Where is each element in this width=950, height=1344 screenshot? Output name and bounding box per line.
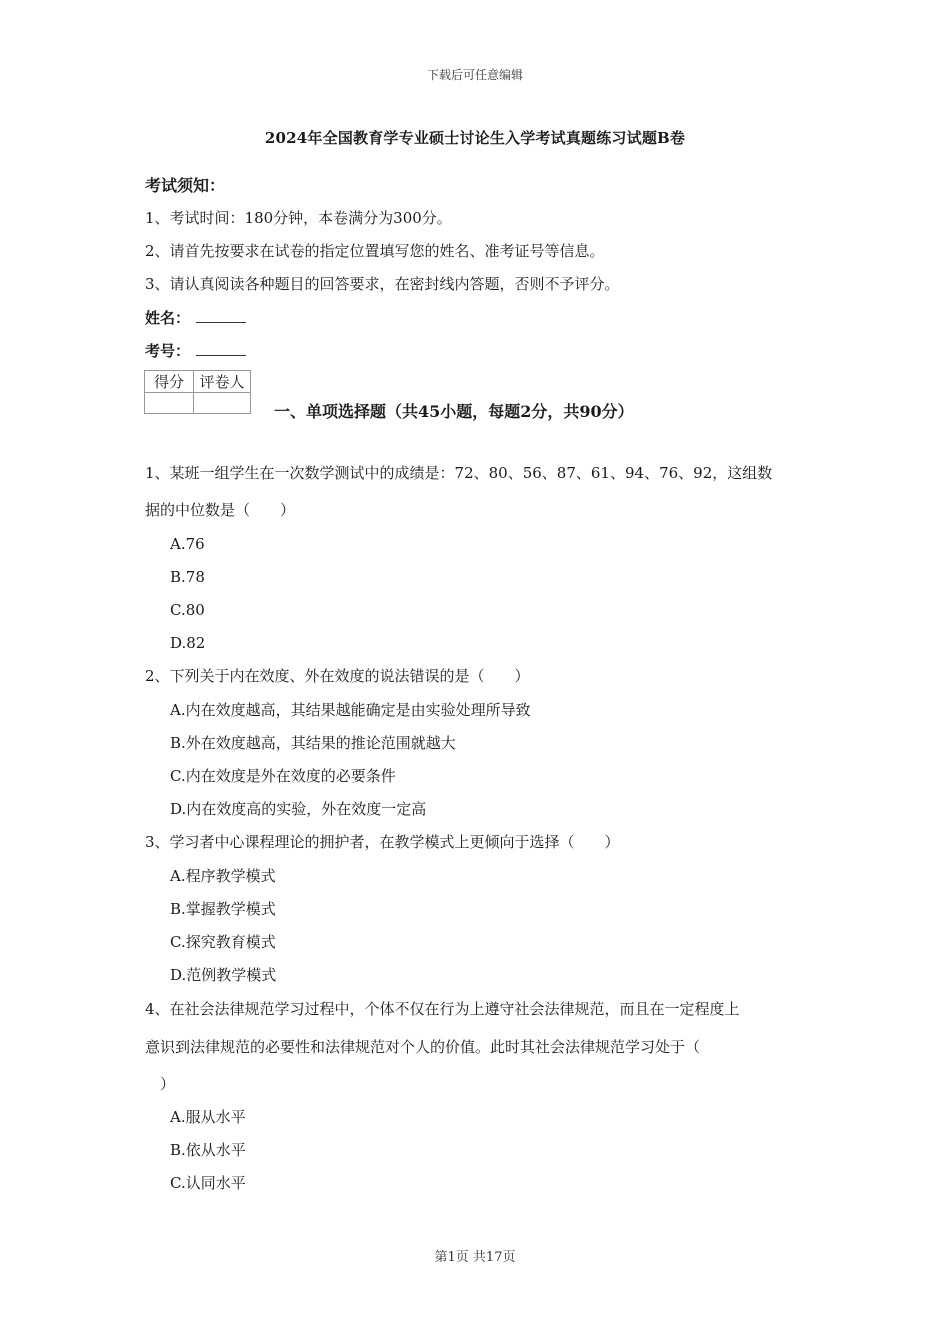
name-field <box>145 308 815 328</box>
question-1-option-c: C.80 <box>170 601 205 619</box>
id-blank[interactable] <box>196 341 246 356</box>
score-table <box>144 370 251 414</box>
score-cell[interactable] <box>145 393 194 414</box>
question-3-option-b: B.掌握教学模式 <box>170 900 276 918</box>
score-header: 得分 <box>145 371 194 393</box>
name-blank[interactable] <box>196 308 246 323</box>
notice-item: 2、请首先按要求在试卷的指定位置填写您的姓名、准考证号等信息。 <box>145 242 605 260</box>
question-4-option-a: A.服从水平 <box>170 1108 246 1126</box>
id-field <box>145 341 815 361</box>
question-4-text: 意识到法律规范的必要性和法律规范对个人的价值。此时其社会法律规范学习处于（ <box>145 1038 701 1056</box>
question-4-option-c: C.认同水平 <box>170 1174 246 1192</box>
grader-cell[interactable] <box>194 393 251 414</box>
notice-item: 3、请认真阅读各种题目的回答要求，在密封线内答题，否则不予评分。 <box>145 275 620 293</box>
question-1-text: 1、某班一组学生在一次数学测试中的成绩是：72、80、56、87、61、94、76、92，这组数 <box>145 464 773 482</box>
question-2-option-b: B.外在效度越高，其结果的推论范围就越大 <box>170 734 456 752</box>
question-3-text: 3、学习者中心课程理论的拥护者，在教学模式上更倾向于选择（ ） <box>145 833 620 851</box>
question-4-text: 4、在社会法律规范学习过程中，个体不仅在行为上遵守社会法律规范，而且在一定程度上 <box>145 1000 740 1018</box>
question-1-text: 据的中位数是（ ） <box>145 501 296 519</box>
notice-heading: 考试须知： <box>145 176 226 195</box>
id-label: 考号： <box>145 342 191 360</box>
question-4-option-b: B.依从水平 <box>170 1141 246 1159</box>
document-title: 2024年全国教育学专业硕士讨论生入学考试真题练习试题B卷 <box>264 129 686 147</box>
grader-header: 评卷人 <box>194 371 251 393</box>
section-title: 一、单项选择题（共45小题，每题2分，共90分） <box>274 402 634 421</box>
question-2-option-a: A.内在效度越高，其结果越能确定是由实验处理所导致 <box>170 701 531 719</box>
question-2-option-d: D.内在效度高的实验，外在效度一定高 <box>170 800 427 818</box>
question-3-option-a: A.程序教学模式 <box>170 867 276 885</box>
question-3-option-d: D.范例教学模式 <box>170 966 277 984</box>
question-2-option-c: C.内在效度是外在效度的必要条件 <box>170 767 396 785</box>
notice-item: 1、考试时间：180分钟，本卷满分为300分。 <box>145 209 452 227</box>
page-footer: 第1页 共17页 <box>434 1250 516 1265</box>
question-1-option-d: D.82 <box>170 634 206 652</box>
question-1-option-b: B.78 <box>170 568 205 586</box>
question-2-text: 2、下列关于内在效度、外在效度的说法错误的是（ ） <box>145 667 530 685</box>
header-note: 下载后可任意编辑 <box>426 68 523 82</box>
question-1-option-a: A.76 <box>170 535 205 553</box>
question-3-option-c: C.探究教育模式 <box>170 933 276 951</box>
name-label: 姓名： <box>145 309 191 327</box>
question-4-text: ） <box>145 1075 176 1093</box>
